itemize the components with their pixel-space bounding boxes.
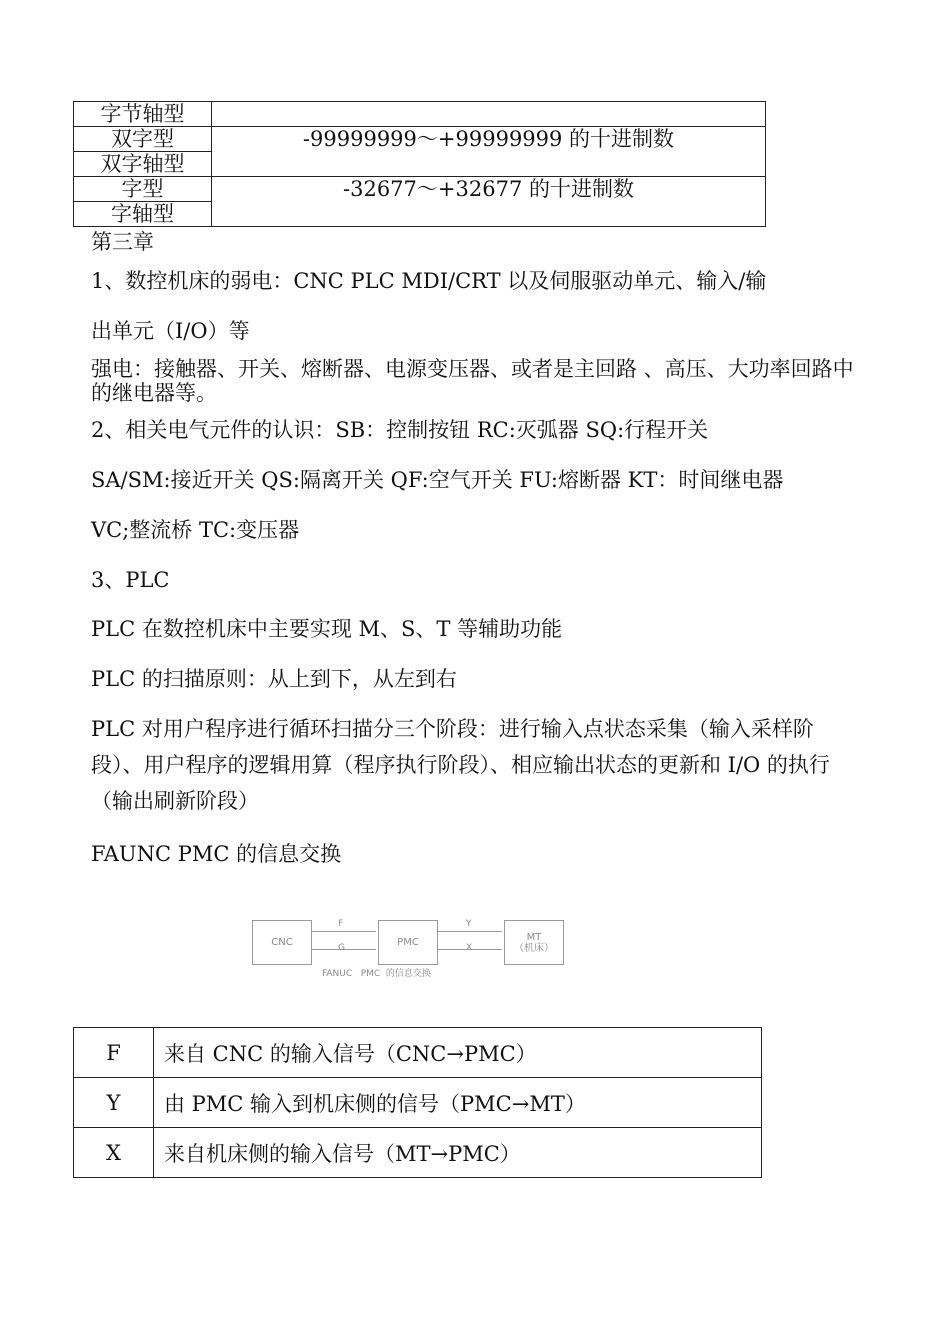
paragraph-strong-current: 强电：接触器、开关、熔断器、电源变压器、或者是主回路 、高压、大功率回路中的继电器等。 bbox=[91, 357, 854, 405]
arrow-y bbox=[438, 931, 502, 932]
signal-key: Y bbox=[74, 1078, 154, 1128]
pmc-box: PMC bbox=[378, 920, 438, 965]
range-cell: -32677～+32677 的十进制数 bbox=[212, 177, 766, 227]
signal-f-label: F bbox=[338, 919, 344, 929]
signal-key: F bbox=[74, 1028, 154, 1078]
paragraph-weak-current-cont: 出单元（I/O）等 bbox=[91, 319, 250, 343]
signal-desc: 由 PMC 输入到机床侧的信号（PMC→MT） bbox=[154, 1078, 762, 1128]
type-cell: 双字型 bbox=[74, 127, 212, 152]
signal-desc: 来自 CNC 的输入信号（CNC→PMC） bbox=[154, 1028, 762, 1078]
signal-x-label: X bbox=[466, 943, 473, 953]
signal-g-label: G bbox=[338, 943, 345, 953]
mt-box: MT （机床） bbox=[504, 920, 564, 965]
paragraph-weak-current: 1、数控机床的弱电：CNC PLC MDI/CRT 以及伺服驱动单元、输入/输 bbox=[91, 269, 767, 293]
cnc-box: CNC bbox=[252, 920, 312, 965]
table-row bbox=[74, 177, 766, 202]
table-row bbox=[74, 102, 766, 127]
type-cell: 字轴型 bbox=[74, 202, 212, 227]
paragraph-plc-stages: PLC 对用户程序进行循环扫描分三个阶段：进行输入点状态采集（输入采样阶段）、用户程序的逻辑用算（程序执行阶段）、相应输出状态的更新和 I/O 的执行（输出刷新阶段） bbox=[91, 717, 830, 813]
pmc-exchange-diagram bbox=[250, 915, 572, 981]
type-cell: 双字轴型 bbox=[74, 152, 212, 177]
table-row bbox=[74, 1128, 762, 1178]
diagram-caption: FANUC PMC 的信息交换 bbox=[322, 969, 431, 979]
table-row bbox=[74, 1028, 762, 1078]
signal-y-label: Y bbox=[466, 919, 472, 929]
paragraph-plc-functions: PLC 在数控机床中主要实现 M、S、T 等辅助功能 bbox=[91, 617, 563, 641]
chapter-heading: 第三章 bbox=[91, 230, 154, 254]
range-cell: -99999999～+99999999 的十进制数 bbox=[212, 127, 766, 177]
type-cell: 字型 bbox=[74, 177, 212, 202]
paragraph-pmc-exchange: FAUNC PMC 的信息交换 bbox=[91, 842, 342, 866]
signal-key: X bbox=[74, 1128, 154, 1178]
paragraph-components-2: SA/SM:接近开关 QS:隔离开关 QF:空气开关 FU:熔断器 KT：时间继电器 bbox=[91, 468, 784, 492]
table-row bbox=[74, 1078, 762, 1128]
signal-desc: 来自机床侧的输入信号（MT→PMC） bbox=[154, 1128, 762, 1178]
data-type-table bbox=[73, 101, 766, 227]
section-plc: 3、PLC bbox=[91, 568, 170, 592]
paragraph-plc-scan: PLC 的扫描原则：从上到下，从左到右 bbox=[91, 667, 457, 691]
signal-table bbox=[73, 1027, 762, 1178]
paragraph-components: 2、相关电气元件的认识：SB：控制按钮 RC:灭弧器 SQ:行程开关 bbox=[91, 418, 709, 442]
arrow-f bbox=[312, 931, 376, 932]
type-cell: 字节轴型 bbox=[74, 102, 212, 127]
paragraph-components-3: VC;整流桥 TC:变压器 bbox=[91, 518, 300, 542]
table-row bbox=[74, 127, 766, 152]
range-cell bbox=[212, 102, 766, 127]
